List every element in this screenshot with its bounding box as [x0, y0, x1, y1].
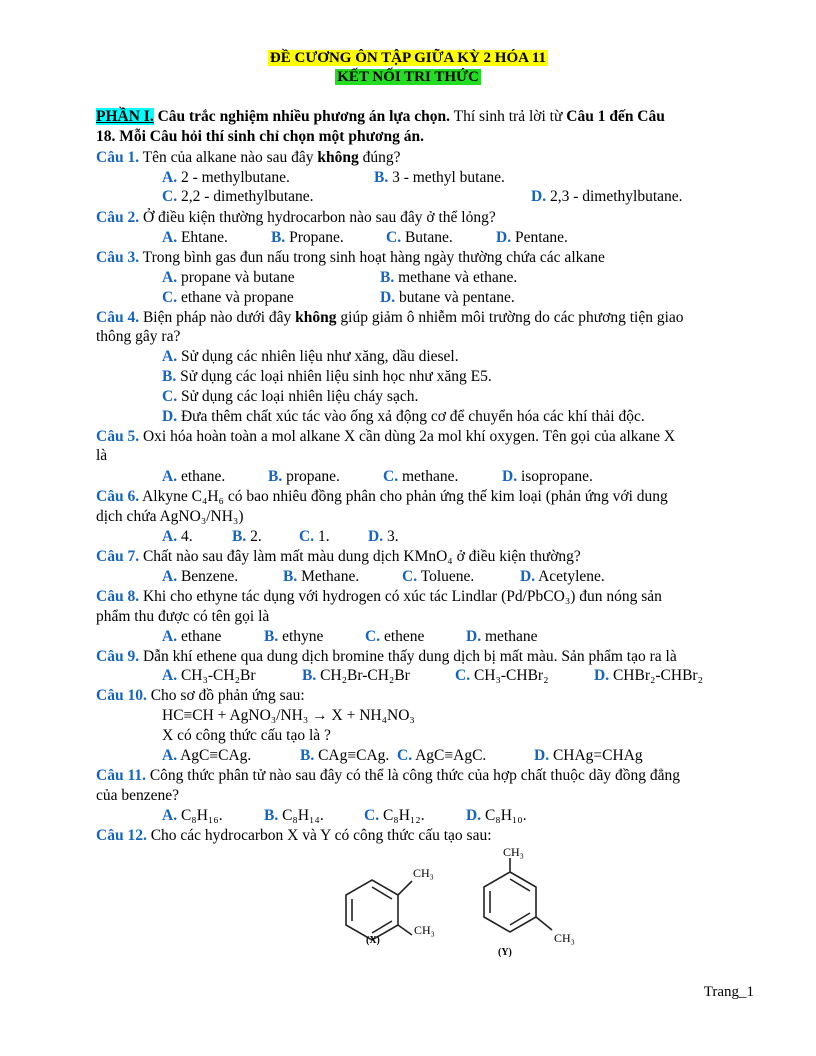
- q7-option-c[interactable]: C. Toluene.: [402, 568, 475, 585]
- q8-option-a[interactable]: A. ethane: [162, 628, 222, 645]
- structure-diagrams: [330, 842, 600, 962]
- question-6: Câu 6. Alkyne C₄H₆ có bao nhiêu đồng phân cho phản ứng thế kim loại (phản ứng với dung: [96, 488, 668, 505]
- y-ch3-bottom: CH₃: [554, 931, 575, 945]
- q5-option-a[interactable]: A. ethane.: [162, 468, 226, 485]
- question-7: Câu 7. Chất nào sau đây làm mất màu dung dịch KMnO₄ ở điều kiện thường?: [96, 548, 581, 565]
- q9-option-d[interactable]: D. CHBr₂-CHBr₂: [594, 667, 703, 684]
- q2-option-c[interactable]: C. Butane.: [386, 229, 453, 246]
- structure-x: [346, 880, 412, 940]
- question-9: Câu 9. Dẫn khí ethene qua dung dịch bromine thấy dung dịch bị mất màu. Sản phẩm tạo ra là: [96, 648, 677, 665]
- question-10: Câu 10. Cho sơ đồ phản ứng sau:: [96, 687, 305, 704]
- question-1: Câu 1. Tên của alkane nào sau đây không đúng?: [96, 149, 401, 166]
- q3-option-a[interactable]: A. propane và butane: [162, 269, 295, 286]
- x-ch3-bottom: CH₃: [414, 923, 435, 937]
- q3-option-d[interactable]: D. butane và pentane.: [380, 289, 515, 306]
- q1-option-c[interactable]: C. 2,2 - dimethylbutane.: [162, 188, 314, 205]
- q3-option-b[interactable]: B. methane và ethane.: [380, 269, 518, 286]
- q1-option-a[interactable]: A. 2 - methylbutane.: [162, 169, 290, 186]
- part-heading: PHẦN I. Câu trắc nghiệm nhiều phương án lựa chọn. Thí sinh trả lời từ Câu 1 đến Câu: [96, 108, 665, 125]
- y-label: (Y): [498, 947, 512, 958]
- question-5-cont: là: [96, 447, 108, 464]
- q6-option-d[interactable]: D. 3.: [368, 528, 399, 545]
- q11-option-a[interactable]: A. C₈H₁₆.: [162, 807, 223, 824]
- q8-option-d[interactable]: D. methane: [466, 628, 538, 645]
- q2-option-a[interactable]: A. Ehtane.: [162, 229, 228, 246]
- y-ch3-top: CH₃: [503, 845, 524, 859]
- benzene-ring-y: [484, 872, 536, 932]
- question-6-cont: dịch chứa AgNO₃/NH₃): [96, 508, 244, 525]
- question-11-cont: của benzene?: [96, 787, 180, 804]
- question-8: Câu 8. Khi cho ethyne tác dụng với hydrogen có xúc tác Lindlar (Pd/PbCO₃) đun nóng sản: [96, 588, 662, 605]
- q11-option-d[interactable]: D. C₈H₁₀.: [466, 807, 527, 824]
- document-title: ĐỀ CƯƠNG ÔN TẬP GIỮA KỲ 2 HÓA 11: [269, 50, 547, 66]
- q6-option-c[interactable]: C. 1.: [299, 528, 330, 545]
- question-4-cont: thông gây ra?: [96, 328, 181, 345]
- structure-y: [484, 858, 552, 932]
- q10-option-b[interactable]: B. CAg≡CAg.: [300, 747, 390, 764]
- page-number: Trang_1: [703, 984, 754, 1000]
- benzene-ring-x: [346, 880, 398, 940]
- question-12: Câu 12. Cho các hydrocarbon X và Y có công thức cấu tạo sau:: [96, 827, 492, 844]
- q7-option-d[interactable]: D. Acetylene.: [520, 568, 605, 585]
- q10-option-a[interactable]: A. AgC≡CAg.: [162, 747, 252, 764]
- q5-option-b[interactable]: B. propane.: [268, 468, 340, 485]
- q10-equation: HC≡CH + AgNO₃/NH₃ → X + NH₄NO₃: [162, 707, 415, 724]
- question-10-cont: X có công thức cấu tạo là ?: [162, 727, 331, 744]
- q6-option-b[interactable]: B. 2.: [232, 528, 262, 545]
- x-ch3-top: CH₃: [413, 866, 434, 880]
- q4-option-b[interactable]: B. Sử dụng các loại nhiên liệu sinh học như xăng E5.: [162, 368, 492, 385]
- q5-option-c[interactable]: C. methane.: [383, 468, 459, 485]
- q11-option-c[interactable]: C. C₈H₁₂.: [364, 807, 425, 824]
- question-4: Câu 4. Biện pháp nào dưới đây không giúp giảm ô nhiễm môi trường do các phương tiện giao: [96, 309, 684, 326]
- q7-option-b[interactable]: B. Methane.: [283, 568, 360, 585]
- q8-option-b[interactable]: B. ethyne: [264, 628, 324, 645]
- q2-option-d[interactable]: D. Pentane.: [496, 229, 568, 246]
- q5-option-d[interactable]: D. isopropane.: [502, 468, 593, 485]
- q1-option-b[interactable]: B. 3 - methyl butane.: [374, 169, 505, 186]
- question-2: Câu 2. Ở điều kiện thường hydrocarbon nào sau đây ở thể lỏng?: [96, 209, 496, 226]
- part-instruction: 18. Mỗi Câu hỏi thí sinh chỉ chọn một phương án.: [96, 128, 424, 145]
- q8-option-c[interactable]: C. ethene: [365, 628, 425, 645]
- question-3: Câu 3. Trong bình gas đun nấu trong sinh hoạt hàng ngày thường chứa các alkane: [96, 249, 605, 266]
- q9-option-c[interactable]: C. CH₃-CHBr₂: [455, 667, 549, 684]
- q9-option-b[interactable]: B. CH₂Br-CH₂Br: [302, 667, 410, 684]
- q10-option-c[interactable]: C. AgC≡AgC.: [397, 747, 487, 764]
- question-11: Câu 11. Công thức phân tử nào sau đây có thể là công thức của hợp chất thuộc dãy đồng đẳng: [96, 767, 680, 784]
- q10-option-d[interactable]: D. CHAg=CHAg: [534, 747, 643, 764]
- q4-option-c[interactable]: C. Sử dụng các loại nhiên liệu cháy sạch.: [162, 388, 419, 405]
- q2-option-b[interactable]: B. Propane.: [271, 229, 344, 246]
- x-label: (X): [366, 935, 380, 946]
- q4-option-a[interactable]: A. Sử dụng các nhiên liệu như xăng, dầu diesel.: [162, 348, 459, 365]
- q1-option-d[interactable]: D. 2,3 - dimethylbutane.: [531, 188, 683, 205]
- q11-option-b[interactable]: B. C₈H₁₄.: [264, 807, 324, 824]
- question-8-cont: phẩm thu được có tên gọi là: [96, 608, 270, 625]
- q3-option-c[interactable]: C. ethane và propane: [162, 289, 294, 306]
- q9-option-a[interactable]: A. CH₃-CH₂Br: [162, 667, 256, 684]
- q6-option-a[interactable]: A. 4.: [162, 528, 193, 545]
- question-5: Câu 5. Oxi hóa hoàn toàn a mol alkane X cần dùng 2a mol khí oxygen. Tên gọi của alkane X: [96, 428, 676, 445]
- document-subtitle: KẾT NỐI TRI THỨC: [337, 69, 479, 85]
- q7-option-a[interactable]: A. Benzene.: [162, 568, 239, 585]
- q4-option-d[interactable]: D. Đưa thêm chất xúc tác vào ống xả động cơ để chuyển hóa các khí thải độc.: [162, 408, 645, 425]
